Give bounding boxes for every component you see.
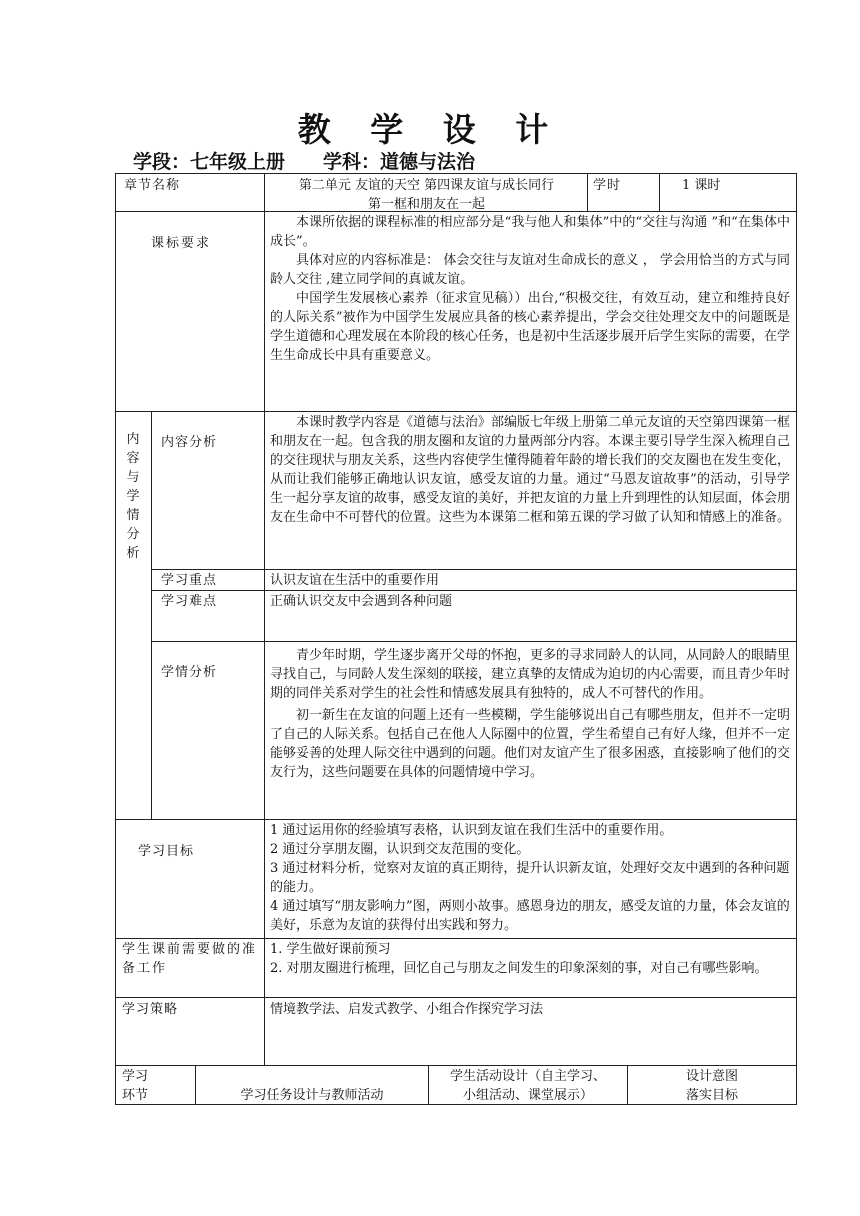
row-separator [115, 1065, 797, 1066]
preparation-item: 2. 对朋友圈进行梳理，回忆自己与朋友之间发生的印象深刻的事，对自己有哪些影响。 [270, 961, 768, 976]
chapter-divider-1 [587, 173, 588, 211]
learner-analysis-label: 学情分析 [161, 665, 218, 680]
chapter-value-line2: 第一框和朋友在一起 [367, 197, 485, 212]
row-separator [115, 997, 797, 998]
chapter-divider-2 [659, 173, 660, 211]
standards-label: 课标要求 [151, 236, 212, 251]
table-border-top [115, 173, 797, 174]
objective-item: 4 通过填写“朋友影响力”图，两则小故事。感恩身边的朋友，感受友谊的力量，体会友谊的美好，乐意为友谊的获得付出实践和努力。 [270, 899, 790, 933]
preparation-list [270, 940, 790, 978]
main-column-divider [264, 173, 265, 1065]
row-separator [151, 569, 797, 570]
standards-text [270, 213, 790, 365]
content-analysis-label: 内容分析 [161, 435, 218, 450]
hours-label: 学时 [593, 178, 622, 193]
objectives-list [270, 821, 790, 935]
learner-analysis-text [270, 646, 790, 782]
process-col-stage: 学习 环节 [122, 1069, 149, 1103]
content-analysis-text: 本课时教学内容是《道德与法治》部编版七年级上册第二单元友谊的天空第四课第一框和朋友在一起。包含我的朋友圈和友谊的力量两部分内容。本课主要引导学生深入梳理自己的交往现状与朋友关系，这些内容使学生懂得随着年龄的增长我们的交友圈也在发生变化，从而让我们能够正确地认识友谊，感受友谊的力量。通过“马恩友谊故事”的活动，引导学生一起分享友谊的故事，感受友谊的美好，并把友谊的力量上升到理性的认知层面，体会朋友在生命中不可替代的位置。这些为本课第二框和第五课的学习做了认知和情感上的准备。 [270, 415, 791, 525]
standards-paragraph: 中国学生发展核心素养（征求宣见稿））出台,“积极交往，有效互动，建立和维持良好的人际关系”被作为中国学生发展应具备的核心素养提出，学会交往处理交友中的问题既是学生道德和心理发展在本阶段的核心任务，也是初中生活逐步展开后学生实际的需要，在学生生命成长中具有重要意义。 [270, 291, 791, 363]
analysis-group-divider [151, 411, 152, 819]
chapter-label: 章节名称 [124, 178, 181, 193]
analysis-group-label: 内 容 与 学 情 分 析 [126, 432, 140, 561]
objective-item: 2 通过分享朋友圈，认识到交友范围的变化。 [270, 842, 530, 857]
chapter-value [266, 176, 587, 214]
preparation-label: 学生课前需要做的准备工作 [122, 942, 258, 976]
subtitle [133, 147, 475, 174]
row-separator [115, 938, 797, 939]
row-separator [115, 819, 797, 820]
objectives-label: 学习目标 [138, 844, 195, 859]
preparation-item: 1. 学生做好课前预习 [270, 942, 391, 957]
subject-label: 学科：道德与法治 [323, 151, 476, 173]
strategy-label: 学习策略 [122, 1002, 179, 1017]
difficulty-label: 学习难点 [161, 594, 218, 609]
standards-paragraph: 本课所依据的课程标准的相应部分是“我与他人和集体”中的“交往与沟通 ”和“在集体中成长”。 [270, 215, 790, 249]
key-point-label: 学习重点 [161, 573, 218, 588]
process-col-student: 学生活动设计（自主学习、 小组活动、课堂展示） [449, 1069, 606, 1103]
standards-paragraph: 具体对应的内容标准是： 体会交往与友谊对生命成长的意义 ， 学会用恰当的方式与同龄人交往 ,建立同学间的真诚友谊。 [270, 253, 790, 287]
row-separator [151, 641, 797, 642]
learner-paragraph: 初一新生在友谊的问题上还有一些模糊，学生能够说出自己有哪些朋友，但并不一定明了自己的人际关系。包括自己在他人人际圈中的位置，学生希望自己有好人缘，但并不一定能够妥善的处理人际交往中遇到的问题。他们对友谊产生了很多困惑，直接影响了他们的交友行为，这些问题要在具体的问题情境中学习。 [270, 708, 791, 780]
row-separator [115, 411, 797, 412]
key-point-text: 认识友谊在生活中的重要作用 [270, 573, 440, 588]
chapter-value-line1: 第二单元 友谊的天空 第四课友谊与成长同行 [298, 178, 555, 193]
difficulty-text: 正确认识交友中会遇到各种问题 [270, 594, 453, 609]
objective-item: 1 通过运用你的经验填写表格，认识到友谊在我们生活中的重要作用。 [270, 823, 673, 838]
process-col-teacher: 学习任务设计与教师活动 [240, 1088, 384, 1103]
row-separator [151, 590, 797, 591]
process-col-intent: 设计意图 落实目标 [685, 1069, 738, 1103]
hours-value: 1 课时 [682, 178, 721, 193]
table-border-right [796, 173, 797, 1105]
strategy-text: 情境教学法、启发式教学、小组合作探究学习法 [270, 1002, 544, 1017]
learner-paragraph: 青少年时期，学生逐步离开父母的怀抱，更多的寻求同龄人的认同，从同龄人的眼睛里寻找自己，与同龄人发生深刻的联接，建立真挚的友情成为迫切的内心需要，而且青少年时期的同伴关系对学生的社会性和情感发展具有独特的，成人不可替代的作用。 [270, 648, 791, 701]
page-title: 教 学 设 计 [297, 110, 563, 149]
objective-item: 3 通过材料分析，觉察对友谊的真正期待，提升认识新友谊，处理好交友中遇到的各种问题的能力。 [270, 861, 790, 895]
stage-label: 学段：七年级上册 [133, 151, 286, 173]
table-border-left [115, 173, 116, 1105]
